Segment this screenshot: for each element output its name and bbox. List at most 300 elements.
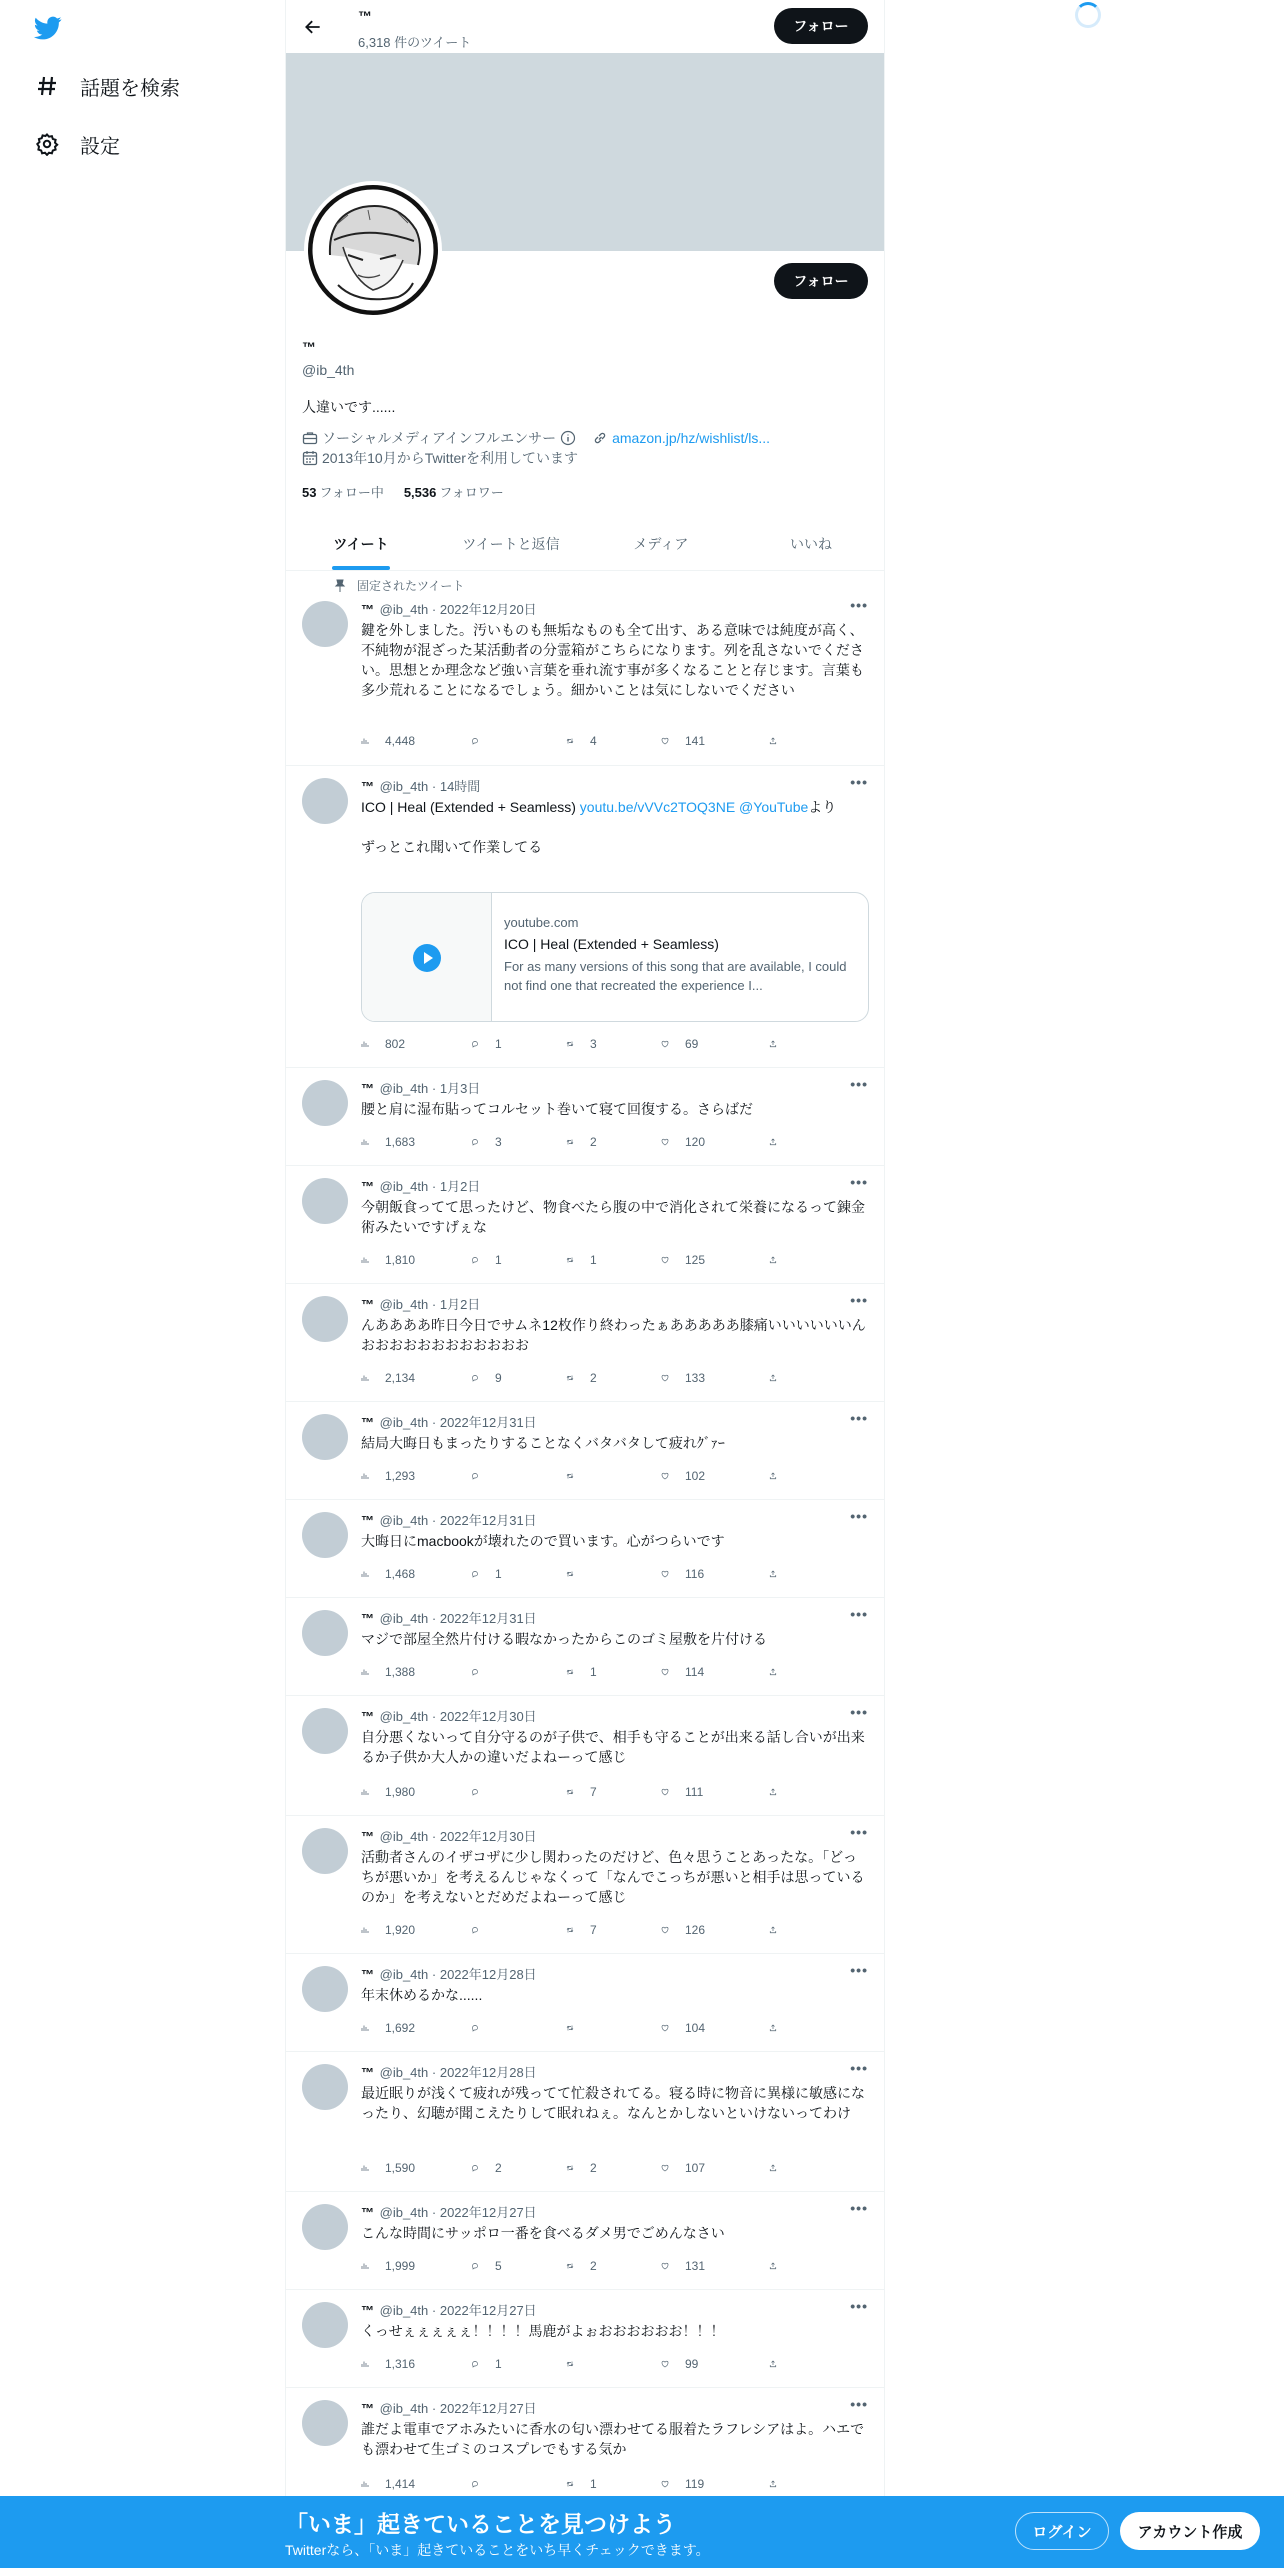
share-action[interactable] <box>769 1564 785 1584</box>
reply-action[interactable] <box>471 1034 502 1054</box>
tweet-avatar[interactable] <box>302 1966 348 2012</box>
twitter-logo-icon[interactable] <box>32 14 64 42</box>
tweet-timestamp[interactable]: 2022年12月30日 <box>439 1709 537 1724</box>
retweet-action[interactable] <box>566 2474 597 2494</box>
reply-icon <box>471 1922 487 1938</box>
tweet-header <box>361 1826 537 1845</box>
share-icon <box>769 2020 785 2036</box>
share-icon <box>769 733 785 749</box>
like-count: 133 <box>685 1371 706 1385</box>
profile-avatar[interactable] <box>304 181 442 319</box>
share-action[interactable] <box>769 1782 785 1802</box>
tweet-mention-link[interactable]: @YouTube <box>735 799 809 815</box>
reply-action[interactable] <box>471 2474 495 2494</box>
views-action[interactable] <box>361 1662 415 1682</box>
tweet-separator: · <box>431 1611 437 1626</box>
reply-action[interactable] <box>471 2256 502 2276</box>
heart-icon <box>661 2258 677 2274</box>
tweet-author-handle[interactable]: @ib_4th <box>379 2401 429 2416</box>
views-action[interactable] <box>361 2354 415 2374</box>
tweet[interactable] <box>286 2052 885 2192</box>
tweet[interactable] <box>286 1954 885 2052</box>
reply-action[interactable] <box>471 1920 495 1940</box>
like-action[interactable] <box>661 1782 703 1802</box>
heart-icon <box>661 733 677 749</box>
share-icon <box>769 1566 785 1582</box>
profile-category: ソーシャルメディアインフルエンサー <box>322 430 557 446</box>
tweet-timestamp[interactable]: 14時間 <box>439 779 481 794</box>
like-action[interactable] <box>661 1250 705 1270</box>
share-icon <box>769 1784 785 1800</box>
tweet-avatar[interactable] <box>302 2204 348 2250</box>
tweet-header <box>361 1608 537 1627</box>
retweet-icon <box>566 2160 582 2176</box>
tweet-author-handle[interactable]: @ib_4th <box>379 2303 429 2318</box>
tab-likes[interactable]: いいね <box>790 536 832 552</box>
share-icon <box>769 1468 785 1484</box>
reply-action[interactable] <box>471 1250 502 1270</box>
tweet-author-name[interactable]: ™ <box>361 1513 374 1528</box>
tweet-avatar[interactable] <box>302 1708 348 1754</box>
more-options-icon[interactable]: ••• <box>850 1410 868 1426</box>
like-count: 126 <box>685 1923 706 1937</box>
tweet-actions <box>361 1782 781 1802</box>
views-icon <box>361 1252 377 1268</box>
tweet-timestamp[interactable]: 2022年12月28日 <box>439 1967 537 1982</box>
views-count: 1,468 <box>385 1567 416 1581</box>
tweet-actions <box>361 1368 781 1388</box>
reply-action[interactable] <box>471 2158 502 2178</box>
reply-icon <box>471 1036 487 1052</box>
heart-icon <box>661 1252 677 1268</box>
views-icon <box>361 1370 377 1386</box>
tweet-avatar[interactable] <box>302 1828 348 1874</box>
tweet[interactable] <box>286 2290 885 2388</box>
tweet-author-handle[interactable]: @ib_4th <box>379 1611 429 1626</box>
retweet-action[interactable] <box>566 1564 590 1584</box>
tweet-separator: · <box>431 1415 437 1430</box>
tweet-timestamp[interactable]: 2022年12月28日 <box>439 2065 537 2080</box>
retweet-count: 1 <box>590 2477 597 2491</box>
tweet[interactable] <box>286 1816 885 1954</box>
profile-handle: @ib_4th <box>302 362 355 378</box>
profile-joined: 2013年10月からTwitterを利用しています <box>322 450 578 466</box>
views-action[interactable] <box>361 731 415 751</box>
tweet[interactable] <box>286 1402 885 1500</box>
tweet-separator: · <box>431 602 437 617</box>
tweet-separator: · <box>431 1179 437 1194</box>
heart-icon <box>661 2020 677 2036</box>
reply-action[interactable] <box>471 1466 495 1486</box>
retweet-icon <box>566 2476 582 2492</box>
info-icon[interactable] <box>560 430 576 446</box>
views-action[interactable] <box>361 2158 415 2178</box>
tweet-timestamp[interactable]: 2022年12月30日 <box>439 1829 537 1844</box>
share-action[interactable] <box>769 2158 785 2178</box>
like-action[interactable] <box>661 1368 705 1388</box>
header-follow-button[interactable]: フォロー <box>774 8 868 44</box>
tweet-author-handle[interactable]: @ib_4th <box>379 2065 429 2080</box>
views-icon <box>361 2160 377 2176</box>
share-action[interactable] <box>769 1662 785 1682</box>
more-options-icon[interactable]: ••• <box>850 774 868 790</box>
tweet-timestamp[interactable]: 2022年12月27日 <box>439 2205 537 2220</box>
nav-explore[interactable] <box>34 66 180 106</box>
share-icon <box>769 1664 785 1680</box>
views-action[interactable] <box>361 1034 405 1054</box>
tweet-avatar[interactable] <box>302 1512 348 1558</box>
more-options-icon[interactable]: ••• <box>850 1824 868 1840</box>
tweet-author-name[interactable]: ™ <box>361 1081 374 1096</box>
retweet-action[interactable] <box>566 1034 597 1054</box>
like-action[interactable] <box>661 1564 704 1584</box>
reply-action[interactable] <box>471 2354 502 2374</box>
more-options-icon[interactable]: ••• <box>850 1292 868 1308</box>
retweet-action[interactable] <box>566 2158 597 2178</box>
views-action[interactable] <box>361 1564 415 1584</box>
reply-icon <box>471 2160 487 2176</box>
retweet-action[interactable] <box>566 1662 597 1682</box>
retweet-count: 7 <box>590 1785 597 1799</box>
tweet-header <box>361 1964 537 1983</box>
tweet-avatar[interactable] <box>302 1414 348 1460</box>
following-stat[interactable] <box>302 482 384 501</box>
tweet-avatar[interactable] <box>302 2064 348 2110</box>
signup-button[interactable]: アカウント作成 <box>1120 2512 1260 2550</box>
heart-icon <box>661 2476 677 2492</box>
reply-action[interactable] <box>471 731 495 751</box>
tweet[interactable] <box>286 1068 885 1166</box>
profile-tabs <box>286 518 885 571</box>
retweet-action[interactable] <box>566 1782 597 1802</box>
tweet-timestamp[interactable]: 1月2日 <box>439 1297 481 1312</box>
like-count: 141 <box>685 734 706 748</box>
tweet-youtube-link[interactable]: youtu.be/vVVc2TOQ3NE <box>579 799 736 815</box>
tweet[interactable] <box>286 2192 885 2290</box>
login-button[interactable]: ログイン <box>1015 2512 1109 2550</box>
like-count: 125 <box>685 1253 706 1267</box>
share-action[interactable] <box>769 1368 785 1388</box>
tweet-author-name[interactable]: ™ <box>361 2303 374 2318</box>
reply-icon <box>471 1566 487 1582</box>
more-options-icon[interactable]: ••• <box>850 1174 868 1190</box>
tweet-avatar[interactable] <box>302 2302 348 2348</box>
tweet-author-handle[interactable]: @ib_4th <box>379 1415 429 1430</box>
tweet-avatar[interactable] <box>302 778 348 824</box>
tweet-text-suffix: より <box>808 799 837 815</box>
tweet-header <box>361 599 537 618</box>
tweet-timestamp[interactable]: 2022年12月27日 <box>439 2303 537 2318</box>
tweet-text: 腰と肩に湿布貼ってコルセット巻いて寝て回復する。さらばだ <box>361 1101 753 1117</box>
more-options-icon[interactable]: ••• <box>850 1606 868 1622</box>
views-icon <box>361 1468 377 1484</box>
like-action[interactable] <box>661 2474 704 2494</box>
share-action[interactable] <box>769 1250 785 1270</box>
tweet-actions <box>361 1250 781 1270</box>
share-action[interactable] <box>769 731 785 751</box>
tweet-actions <box>361 731 781 751</box>
card-title: ICO | Heal (Extended + Seamless) <box>504 936 719 952</box>
views-action[interactable] <box>361 1466 415 1486</box>
tweet-header <box>361 1412 537 1431</box>
views-action[interactable] <box>361 1920 415 1940</box>
views-action[interactable] <box>361 1132 415 1152</box>
tweet-avatar[interactable] <box>302 1610 348 1656</box>
tweet-author-name[interactable]: ™ <box>361 1829 374 1844</box>
reply-icon <box>471 1134 487 1150</box>
more-options-icon[interactable]: ••• <box>850 2396 868 2412</box>
like-action[interactable] <box>661 1034 698 1054</box>
hashtag-icon <box>34 73 60 99</box>
calendar-icon <box>302 450 318 466</box>
tweet-author-name[interactable]: ™ <box>361 2401 374 2416</box>
retweet-count: 4 <box>590 734 597 748</box>
tweet[interactable] <box>286 2388 885 2508</box>
card-description: For as many versions of this song that are available, I could not find one that recreated the experience I... <box>504 959 847 993</box>
views-action[interactable] <box>361 1368 415 1388</box>
tweet-author-name[interactable]: ™ <box>361 2205 374 2220</box>
like-action[interactable] <box>661 2018 705 2038</box>
retweet-icon <box>566 1784 582 1800</box>
retweet-icon <box>566 1922 582 1938</box>
retweet-icon <box>566 1036 582 1052</box>
tweet-separator: · <box>431 1513 437 1528</box>
share-action[interactable] <box>769 2256 785 2276</box>
share-action[interactable] <box>769 2474 785 2494</box>
views-action[interactable] <box>361 2474 415 2494</box>
tweet-separator: · <box>431 1081 437 1096</box>
tab-tweets-replies[interactable]: ツイートと返信 <box>462 536 560 552</box>
tweet-timestamp[interactable]: 2022年12月27日 <box>439 2401 537 2416</box>
tweet-text-main: ICO | Heal (Extended + Seamless) <box>361 799 580 815</box>
retweet-icon <box>566 2020 582 2036</box>
tweet-separator: · <box>431 1709 437 1724</box>
tweet-timestamp[interactable]: 2022年12月20日 <box>439 602 537 617</box>
nav-explore-label: 話題を検索 <box>80 77 180 100</box>
like-action[interactable] <box>661 1920 705 1940</box>
tab-media[interactable]: メディア <box>633 536 689 552</box>
tweet-author-handle[interactable]: @ib_4th <box>379 1297 429 1312</box>
more-options-icon[interactable]: ••• <box>850 1962 868 1978</box>
tweet-author-handle[interactable]: @ib_4th <box>379 1709 429 1724</box>
tab-tweets[interactable]: ツイート <box>286 518 436 570</box>
more-options-icon[interactable]: ••• <box>850 2200 868 2216</box>
tweet-author-name[interactable]: ™ <box>361 1611 374 1626</box>
profile-link[interactable]: amazon.jp/hz/wishlist/ls... <box>612 430 771 446</box>
views-action[interactable] <box>361 2018 415 2038</box>
tweet-author-handle[interactable]: @ib_4th <box>379 1081 429 1096</box>
views-count: 802 <box>385 1037 406 1051</box>
tweet-timestamp[interactable]: 2022年12月31日 <box>439 1513 537 1528</box>
tweet[interactable] <box>286 1284 885 1402</box>
like-action[interactable] <box>661 2256 705 2276</box>
reply-icon <box>471 2258 487 2274</box>
play-icon <box>412 943 442 973</box>
views-icon <box>361 2258 377 2274</box>
retweet-icon <box>566 1252 582 1268</box>
tweet-author-handle[interactable]: @ib_4th <box>379 1513 429 1528</box>
tweet-avatar[interactable] <box>302 1296 348 1342</box>
tweet-author-name[interactable]: ™ <box>361 1297 374 1312</box>
pinned-label-row <box>333 577 464 594</box>
tweet-text: 誰だよ電車でアホみたいに香水の匂い漂わせてる服着たラフレシアはよ。ハエでも漂わせて生ゴミのコスプレでもする気か <box>361 2421 865 2457</box>
tweet-timestamp[interactable]: 2022年12月31日 <box>439 1611 537 1626</box>
tweet-author-handle[interactable]: @ib_4th <box>379 779 429 794</box>
retweet-count: 3 <box>590 1037 597 1051</box>
more-options-icon[interactable]: ••• <box>850 2060 868 2076</box>
tweet-timestamp[interactable]: 1月2日 <box>439 1179 481 1194</box>
retweet-count: 2 <box>590 2161 597 2175</box>
retweet-action[interactable] <box>566 1466 590 1486</box>
reply-action[interactable] <box>471 2018 495 2038</box>
signup-banner-subtitle: Twitterなら、「いま」起きていることをいち早くチェックできます。 <box>285 2542 710 2558</box>
reply-icon <box>471 2020 487 2036</box>
more-options-icon[interactable]: ••• <box>850 1704 868 1720</box>
retweet-action[interactable] <box>566 2354 590 2374</box>
like-count: 102 <box>685 1469 706 1483</box>
reply-icon <box>471 1468 487 1484</box>
retweet-count: 1 <box>590 1665 597 1679</box>
more-options-icon[interactable]: ••• <box>850 597 868 613</box>
share-action[interactable] <box>769 2354 785 2374</box>
reply-icon <box>471 2356 487 2372</box>
tweet-actions <box>361 1920 781 1940</box>
reply-count: 1 <box>495 1253 502 1267</box>
views-action[interactable] <box>361 1782 415 1802</box>
retweet-action[interactable] <box>566 1920 597 1940</box>
tweet[interactable] <box>286 766 885 1068</box>
retweet-action[interactable] <box>566 1368 597 1388</box>
share-action[interactable] <box>769 1920 785 1940</box>
retweet-count: 2 <box>590 1371 597 1385</box>
views-count: 1,388 <box>385 1665 416 1679</box>
like-count: 114 <box>685 1665 705 1679</box>
profile-stats <box>302 482 504 501</box>
views-icon <box>361 1664 377 1680</box>
heart-icon <box>661 1664 677 1680</box>
tweet-author-handle[interactable]: @ib_4th <box>379 602 429 617</box>
tweet-actions <box>361 1132 781 1152</box>
tweet-timestamp[interactable]: 1月3日 <box>439 1081 481 1096</box>
tweet-avatar[interactable] <box>302 2400 348 2446</box>
nav-settings[interactable] <box>34 124 120 164</box>
views-count: 1,590 <box>385 2161 416 2175</box>
tweet-author-name[interactable]: ™ <box>361 1709 374 1724</box>
reply-action[interactable] <box>471 1564 502 1584</box>
tweet-actions <box>361 2256 781 2276</box>
reply-action[interactable] <box>471 1782 495 1802</box>
views-icon <box>361 1036 377 1052</box>
like-action[interactable] <box>661 731 705 751</box>
tweet[interactable] <box>286 1500 885 1598</box>
reply-count: 3 <box>495 1135 502 1149</box>
tweet-timestamp[interactable]: 2022年12月31日 <box>439 1415 537 1430</box>
retweet-action[interactable] <box>566 1250 597 1270</box>
tweet-author-name[interactable]: ™ <box>361 1415 374 1430</box>
more-options-icon[interactable]: ••• <box>850 1076 868 1092</box>
reply-icon <box>471 1784 487 1800</box>
back-arrow-icon[interactable] <box>298 12 328 42</box>
like-action[interactable] <box>661 2354 698 2374</box>
like-action[interactable] <box>661 1132 705 1152</box>
tweet-text: 今朝飯食ってて思ったけど、物食べたら腹の中で消化されて栄養になるって錬金術みたいですげぇな <box>361 1199 865 1235</box>
more-options-icon[interactable]: ••• <box>850 1508 868 1524</box>
more-options-icon[interactable]: ••• <box>850 2298 868 2314</box>
followers-stat[interactable] <box>404 482 504 501</box>
link-preview-card[interactable] <box>361 892 869 1022</box>
like-action[interactable] <box>661 2158 705 2178</box>
heart-icon <box>661 1784 677 1800</box>
like-action[interactable] <box>661 1466 705 1486</box>
tweet-author-name[interactable]: ™ <box>361 779 374 794</box>
share-action[interactable] <box>769 1132 785 1152</box>
tweet-avatar[interactable] <box>302 601 348 647</box>
tweet-author-name[interactable]: ™ <box>361 602 374 617</box>
like-count: 99 <box>685 2357 699 2371</box>
views-icon <box>361 2476 377 2492</box>
share-icon <box>769 2476 785 2492</box>
heart-icon <box>661 1370 677 1386</box>
retweet-action[interactable] <box>566 2256 597 2276</box>
tweet[interactable] <box>286 1166 885 1284</box>
reply-icon <box>471 1370 487 1386</box>
tweet-avatar[interactable] <box>302 1178 348 1224</box>
share-action[interactable] <box>769 1034 785 1054</box>
share-icon <box>769 1036 785 1052</box>
tweet-separator: · <box>431 1829 437 1844</box>
following-label: フォロー中 <box>319 485 384 500</box>
like-count: 104 <box>685 2021 706 2035</box>
follow-button[interactable]: フォロー <box>774 263 868 299</box>
views-action[interactable] <box>361 2256 415 2276</box>
like-action[interactable] <box>661 1662 704 1682</box>
tweet-author-handle[interactable]: @ib_4th <box>379 1179 429 1194</box>
views-count: 2,134 <box>385 1371 416 1385</box>
retweet-action[interactable] <box>566 2018 590 2038</box>
tweet-author-handle[interactable]: @ib_4th <box>379 2205 429 2220</box>
header-profile-name: ™ <box>358 8 372 24</box>
share-action[interactable] <box>769 1466 785 1486</box>
retweet-action[interactable] <box>566 1132 597 1152</box>
share-icon <box>769 1252 785 1268</box>
reply-action[interactable] <box>471 1132 502 1152</box>
tweet-author-name[interactable]: ™ <box>361 1967 374 1982</box>
tweet[interactable] <box>286 1598 885 1696</box>
share-action[interactable] <box>769 2018 785 2038</box>
tweet-author-name[interactable]: ™ <box>361 1179 374 1194</box>
share-icon <box>769 2258 785 2274</box>
tweet-author-handle[interactable]: @ib_4th <box>379 1967 429 1982</box>
tweet-author-handle[interactable]: @ib_4th <box>379 1829 429 1844</box>
tweet-author-name[interactable]: ™ <box>361 2065 374 2080</box>
views-action[interactable] <box>361 1250 415 1270</box>
link-icon <box>592 430 608 446</box>
reply-action[interactable] <box>471 1368 502 1388</box>
tweet-text: 最近眠りが浅くて疲れが残ってて忙殺されてる。寝る時に物音に異様に敏感になったり、幻聴が聞こえたりして眠れねぇ。なんとかしないといけないってわけ <box>361 2085 865 2121</box>
reply-action[interactable] <box>471 1662 495 1682</box>
share-icon <box>769 1370 785 1386</box>
reply-count: 2 <box>495 2161 502 2175</box>
tweet[interactable] <box>286 1696 885 1816</box>
retweet-icon <box>566 733 582 749</box>
tweet-text <box>361 797 866 857</box>
retweet-count: 1 <box>590 1253 597 1267</box>
retweet-action[interactable] <box>566 731 597 751</box>
tweet-text: 自分悪くないって自分守るのが子供で、相手も守ることが出来る話し合いが出来るか子供か大人かの違いだよねーって感じ <box>361 1729 865 1765</box>
tweet[interactable] <box>286 571 885 766</box>
tweet-text: 結局大晦日もまったりすることなくバタバタして疲れｸﾞｧｰ <box>361 1435 725 1451</box>
tweet-avatar[interactable] <box>302 1080 348 1126</box>
